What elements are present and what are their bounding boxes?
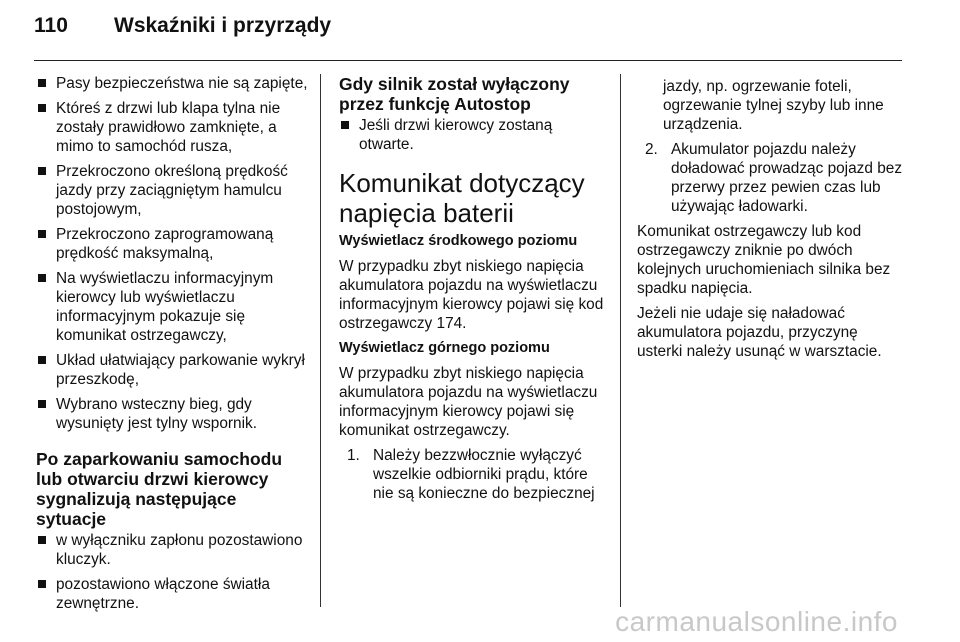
list-item: Jeśli drzwi kierowcy zostaną otwarte.	[339, 116, 609, 154]
list-item: Układ ułatwiający parkowanie wykrył przeszkodę,	[36, 351, 308, 389]
bullet-icon	[38, 400, 46, 408]
section-heading: Gdy silnik został wyłączony przez funkcję Autostop	[339, 74, 570, 114]
bullet-icon	[38, 580, 46, 588]
bullet-icon	[38, 274, 46, 282]
column-right	[637, 77, 907, 367]
numbered-item: 2. Akumulator pojazdu należy doładować prowadząc pojazd bez przerwy przez pewien czas lub używając ładowarki.	[645, 141, 903, 215]
bullet-icon	[38, 356, 46, 364]
page-header	[34, 14, 331, 38]
subheading: Wyświetlacz środkowego poziomu	[339, 233, 578, 249]
paragraph: Jeżeli nie udaje się naładować akumulatora pojazdu, przyczynę usterki należy usunąć w warsztacie.	[637, 305, 882, 360]
header-rule	[34, 60, 902, 61]
paragraph: Komunikat ostrzegawczy lub kod ostrzegawczy zniknie po dwóch kolejnych uruchomieniach silnika bez spadku napięcia.	[637, 223, 891, 297]
list-item: Pasy bezpieczeństwa nie są zapięte,	[36, 74, 308, 93]
column-left	[36, 74, 308, 619]
list-item: Na wyświetlaczu informacyjnym kierowcy lub wyświetlaczu informacyjnym pokazuje się komunikat ostrzegawczy,	[36, 269, 308, 345]
page-number: 110	[34, 14, 68, 37]
paragraph: W przypadku zbyt niskiego napięcia akumulatora pojazdu na wyświetlaczu informacyjnym kierowcy pojawi się komunikat ostrzegawczy.	[339, 365, 598, 439]
subheading: Wyświetlacz górnego poziomu	[339, 340, 550, 356]
bullet-icon	[341, 121, 349, 129]
list-item: Przekroczono zaprogramowaną prędkość maksymalną,	[36, 225, 308, 263]
bullet-icon	[38, 167, 46, 175]
section-heading: Po zaparkowaniu samochodu lub otwarciu drzwi kierowcy sygnalizują następujące sytuacje	[36, 449, 283, 529]
column-divider	[620, 74, 621, 607]
list-item: Któreś z drzwi lub klapa tylna nie zostały prawidłowo zamknięte, a mimo to samochód rusza,	[36, 99, 308, 156]
section-title: Komunikat dotyczący napięcia baterii	[339, 168, 585, 228]
list-item: pozostawiono włączone światła zewnętrzne.	[36, 575, 308, 613]
bullet-icon	[38, 536, 46, 544]
paragraph: W przypadku zbyt niskiego napięcia akumulatora pojazdu na wyświetlaczu informacyjnym kierowcy pojawi się kod ostrzegawczy 174.	[339, 258, 604, 332]
column-divider	[320, 74, 321, 607]
numbered-item: 1. Należy bezzwłocznie wyłączyć wszelkie odbiorniki prądu, które nie są konieczne do bezpiecznej	[347, 447, 595, 502]
list-item: Wybrano wsteczny bieg, gdy wysunięty jest tylny wspornik.	[36, 395, 308, 433]
list-item: Przekroczono określoną prędkość jazdy przy zaciągniętym hamulcu postojowym,	[36, 162, 308, 219]
page-title: Wskaźniki i przyrządy	[114, 14, 332, 37]
list-item: w wyłączniku zapłonu pozostawiono kluczyk.	[36, 531, 308, 569]
paragraph-continued: jazdy, np. ogrzewanie foteli, ogrzewanie tylnej szyby lub inne urządzenia.	[663, 78, 884, 133]
bullet-icon	[38, 79, 46, 87]
watermark: carmanualsonline.info	[615, 606, 898, 637]
bullet-icon	[38, 230, 46, 238]
bullet-icon	[38, 104, 46, 112]
column-middle	[339, 74, 609, 509]
